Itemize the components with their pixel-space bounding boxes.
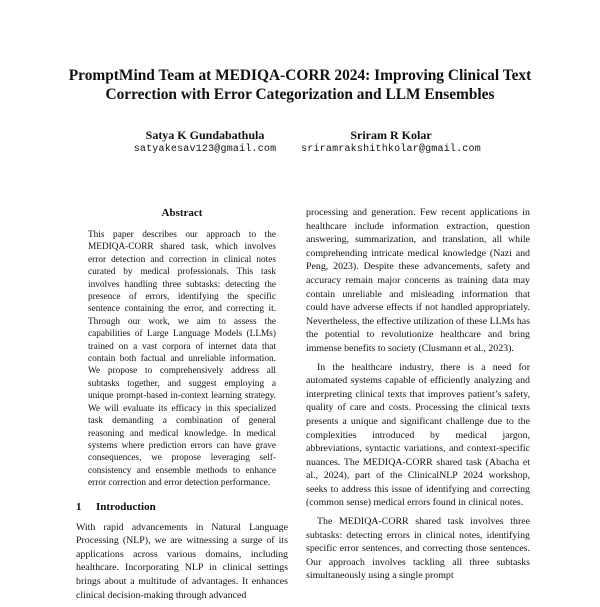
intro-paragraph-3: The MEDIQA-CORR shared task involves three subtasks: detecting errors in clinical notes, identifying specific error sentences, and correcting those sentences. Our approach involves tackling all three subtasks simultaneously using a single prompt: [306, 516, 530, 582]
intro-paragraph-1-end: processing and generation. Few recent applications in healthcare include information extraction, question answering, summarization, and translation, all while comprehending intricate medical knowledge (Nazi and Peng, 2023). Despite these advancements, safety and accuracy remain major concerns as training data may contain unreliable and misleading information that could have adverse effects if not handled appropriately. Nevertheless, the effective utilization of these LLMs has the potential to revolutionize healthcare and bring immense benefits to society (Clusmann et al., 2023).: [306, 207, 530, 354]
intro-paragraph-1-start: With rapid advancements in Natural Language Processing (NLP), we are witnessing a surge of its applications across various domains, including healthcare. Incorporating NLP in clinical settings brings about a multitude of advantages. It enhances clinical decision-making through advanced: [76, 521, 288, 601]
author-email: satyakesav123@gmail.com: [133, 144, 277, 155]
paper-title: PromptMind Team at MEDIQA-CORR 2024: Improving Clinical Text Correction with Error Categorization and LLM Ensembles: [68, 67, 532, 103]
section-title: Introduction: [96, 500, 156, 513]
section-heading-introduction: [76, 500, 288, 514]
abstract-text: This paper describes our approach to the MEDIQA-CORR shared task, which involves error detection and correction in clinical notes curated by medical professionals. This task involves handling three subtasks: detecting the presence of errors, identifying the specific sentence containing the error, and correcting it. Through our work, we aim to assess the capabilities of Large Language Models (LLMs) trained on a vast corpora of internet data that contain both factual and unreliable information. We propose to comprehensively address all subtasks together, and suggest employing a unique prompt-based in-context learning strategy. We will evaluate its efficacy in this specialized task demanding a combination of general reasoning and medical knowledge. In medical systems where prediction errors can have grave consequences, we propose leveraging self-consistency and ensemble methods to enhance error correction and error detection performance.: [88, 230, 276, 489]
right-column: [306, 206, 530, 588]
section-number: 1: [76, 500, 82, 513]
abstract-heading: Abstract: [161, 207, 203, 219]
author-name: Satya K Gundabathula: [145, 128, 265, 142]
intro-paragraph-2: In the healthcare industry, there is a need for automated systems capable of efficiently analyzing and interpreting clinical texts that improves patient’s safety, quality of care and costs. Processing the clinical texts presents a unique and significant challenge due to the complexities introduced by medical jargon, abbreviations, syntactic variations, and context-specific nuances. The MEDIQA-CORR shared task (Abacha et al., 2024), part of the ClinicalNLP 2024 workshop, seeks to address this issue of identifying and correcting (common sense) medical errors found in clinical notes.: [306, 361, 530, 509]
author-2: [281, 127, 501, 157]
author-name: Sriram R Kolar: [350, 128, 432, 142]
author-email: sriramrakshithkolar@gmail.com: [301, 144, 481, 155]
left-column: [76, 206, 288, 607]
